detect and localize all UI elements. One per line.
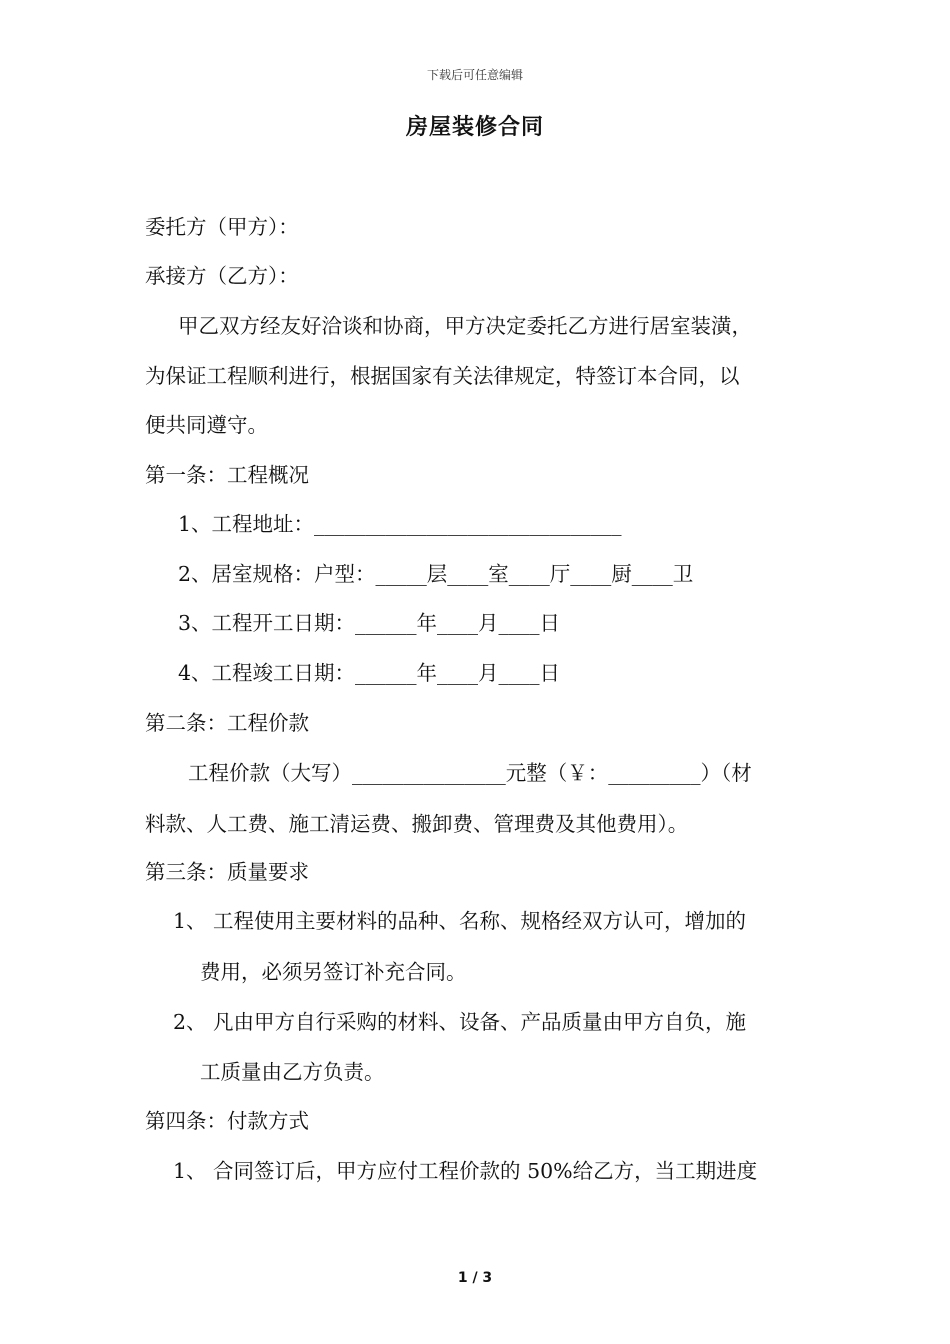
article-1-item-4: 4、工程竣工日期：______年____月____日 <box>178 661 561 685</box>
party-b-line: 承接方（乙方）： <box>145 264 299 288</box>
article-2-line-2: 料款、人工费、施工清运费、搬卸费、管理费及其他费用）。 <box>145 812 689 836</box>
article-1-item-2: 2、居室规格：户型：_____层____室____厅____厨____卫 <box>178 562 694 586</box>
party-a-line: 委托方（甲方）： <box>145 215 299 239</box>
article-3-item-2-line-2: 工质量由乙方负责。 <box>200 1060 385 1084</box>
page-number: 1 / 3 <box>457 1270 493 1286</box>
header-note: 下载后可任意编辑 <box>426 68 523 82</box>
article-2-line-1: 工程价款（大写）_______________元整（￥：_________）（材 <box>188 761 752 785</box>
intro-paragraph-line-1: 甲乙双方经友好洽谈和协商，甲方决定委托乙方进行居室装潢， <box>178 314 752 338</box>
article-1-heading: 第一条：工程概况 <box>145 463 309 487</box>
article-4-heading: 第四条：付款方式 <box>145 1109 309 1133</box>
intro-paragraph-line-3: 便共同遵守。 <box>145 413 268 437</box>
article-1-item-1: 1、工程地址：______________________________ <box>178 512 622 536</box>
article-2-heading: 第二条：工程价款 <box>145 711 309 735</box>
article-3-heading: 第三条：质量要求 <box>145 860 309 884</box>
document-title: 房屋装修合同 <box>405 114 544 140</box>
intro-paragraph-line-2: 为保证工程顺利进行，根据国家有关法律规定，特签订本合同，以 <box>145 364 740 388</box>
article-3-item-2-line-1: 2、 凡由甲方自行采购的材料、设备、产品质量由甲方自负，施 <box>173 1010 747 1034</box>
article-3-item-1-line-2: 费用，必须另签订补充合同。 <box>200 960 467 984</box>
article-3-item-1-line-1: 1、 工程使用主要材料的品种、名称、规格经双方认可，增加的 <box>173 909 747 933</box>
article-1-item-3: 3、工程开工日期：______年____月____日 <box>178 611 561 635</box>
article-4-item-1-line-1: 1、 合同签订后，甲方应付工程价款的 50%给乙方，当工期进度 <box>173 1159 758 1183</box>
